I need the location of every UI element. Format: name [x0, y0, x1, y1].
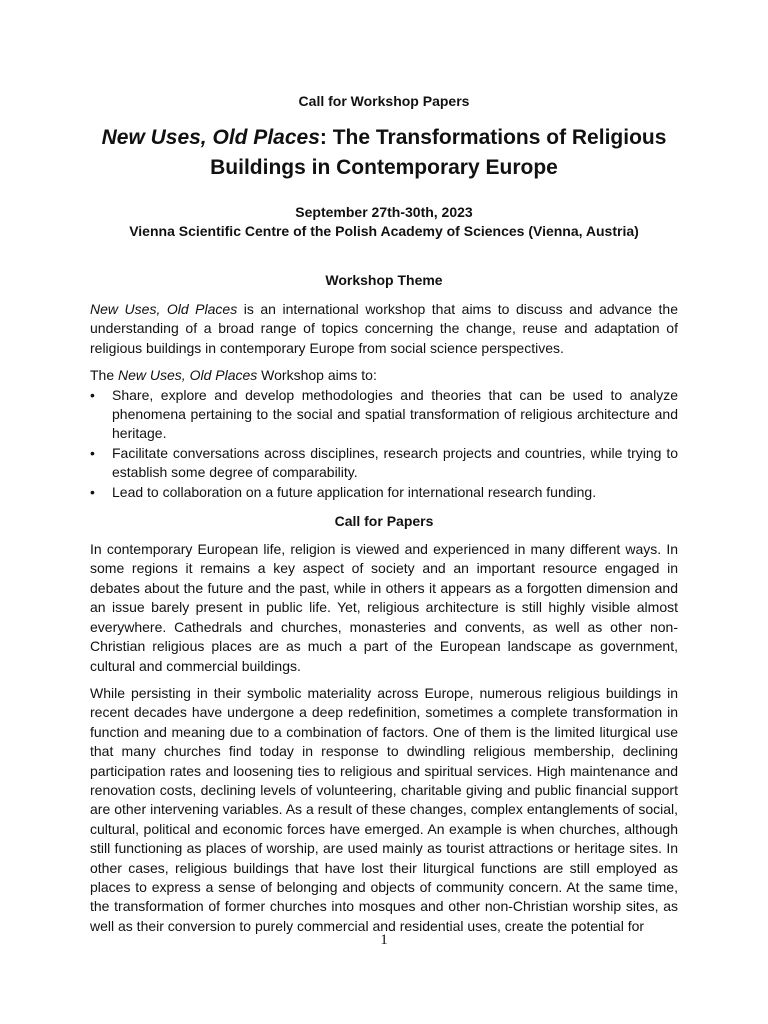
call-for-papers-heading: Call for Papers	[334, 513, 434, 530]
document-title	[60, 123, 708, 183]
page-number: 1	[380, 932, 388, 948]
event-venue: Vienna Scientific Centre of the Polish Academy of Sciences (Vienna, Austria)	[129, 223, 639, 239]
page-content	[90, 93, 678, 944]
aims-list-item	[90, 483, 678, 502]
aims-list	[90, 386, 678, 502]
bullet-icon: •	[90, 483, 95, 500]
title-rest-line1: : The Transformations of Religious	[319, 126, 667, 149]
title-line2: Buildings in Contemporary Europe	[210, 156, 558, 179]
aims-suffix: Workshop aims to:	[257, 367, 377, 384]
aims-italic: New Uses, Old Places	[118, 367, 258, 384]
call-paragraph-1: In contemporary European life, religion is viewed and experienced in many different ways. In some regions it remains a key aspect of society and an important resource engaged in debates about the future and the past, while in others it appears as a forgotten dimension and an issue barely present in public life. Yet, religious architecture is still highly visible almost everywhere. Cathedrals and churches, monasteries and convents, as well as other non-Christian religious places are as much a part of the European landscape as government, cultural and commercial buildings.	[90, 541, 678, 674]
title-italic-part: New Uses, Old Places	[101, 126, 320, 149]
theme-intro-rest: is an international workshop that aims to discuss and advance the understanding of a broad range of topics concerning the change, reuse and adaptation of religious buildings in contemporary Europe from social science perspectives.	[90, 301, 678, 356]
event-dates: September 27th-30th, 2023	[295, 204, 473, 220]
workshop-theme-heading: Workshop Theme	[325, 272, 443, 288]
document-kicker: Call for Workshop Papers	[298, 93, 470, 109]
aims-list-item	[90, 386, 678, 444]
aims-lead-in	[90, 366, 678, 385]
bullet-icon: •	[90, 386, 95, 403]
theme-intro-paragraph	[90, 300, 678, 358]
aim-text: Facilitate conversations across disciplines, research projects and countries, while trying to establish some degree of comparability.	[112, 444, 678, 481]
theme-intro-italic: New Uses, Old Places	[90, 301, 238, 317]
aims-prefix: The	[90, 367, 119, 384]
aims-list-item	[90, 444, 678, 483]
aim-text: Lead to collaboration on a future application for international research funding.	[112, 483, 597, 500]
bullet-icon: •	[90, 444, 95, 461]
call-paragraph-2: While persisting in their symbolic materiality across Europe, numerous religious buildings in recent decades have undergone a deep redefinition, sometimes a complete transformation in function and meaning due to a combination of factors. One of them is the limited liturgical use that many churches find today in response to dwindling religious membership, declining participation rates and loosening ties to religious and spiritual services. High maintenance and renovation costs, declining levels of volunteering, charitable giving and public financial support are other intervening variables. As a result of these changes, complex entanglements of social, cultural, political and economic forces have emerged. An example is when churches, although still functioning as places of worship, are used mainly as tourist attractions or heritage sites. In other cases, religious buildings that have lost their liturgical functions are still employed as places to express a sense of belonging and objects of community concern. At the same time, the transformation of former churches into mosques and other non-Christian worship sites, as well as their conversion to purely commercial and residential uses, create the potential for	[90, 684, 678, 934]
aim-text: Share, explore and develop methodologies and theories that can be used to analyze phenomena pertaining to the social and spatial transformation of religious architecture and heritage.	[112, 386, 678, 442]
